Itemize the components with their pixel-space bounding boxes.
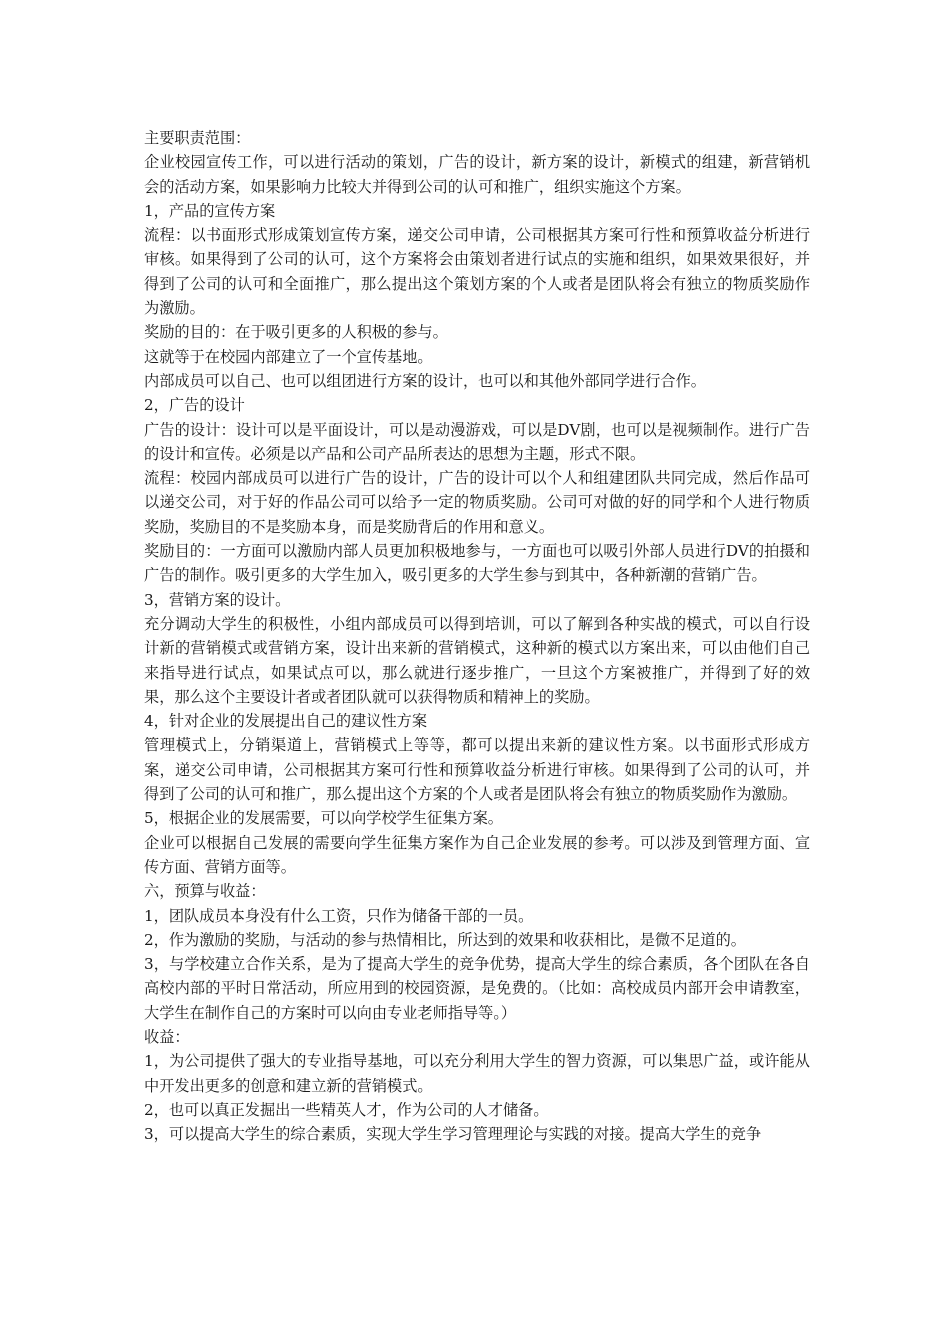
paragraph-team-cooperation: 内部成员可以自己、也可以组团进行方案的设计，也可以和其他外部同学进行合作。 bbox=[144, 371, 706, 390]
paragraph-benefit-1: 1，为公司提供了强大的专业指导基地，可以充分利用大学生的智力资源，可以集思广益，或许能从中开发出更多的创意和建立新的营销模式。 bbox=[144, 1052, 810, 1095]
item-heading-ad-design: 2，广告的设计 bbox=[144, 396, 245, 415]
section-heading-responsibilities: 主要职责范围： bbox=[144, 129, 251, 147]
paragraph-product-process: 流程：以书面形式形成策划宣传方案，递交公司申请，公司根据其方案可行性和预算收益分析进行审核。如果得到了公司的认可，这个方案将会由策划者进行试点的实施和组织，如果效果很好，并得到了公司的认可和全面推广，那么提出这个策划方案的个人或者是团队将会有独立的物质奖励作为激励。 bbox=[144, 226, 810, 318]
section-heading-benefits: 收益： bbox=[144, 1027, 190, 1046]
paragraph-campus-base: 这就等于在校园内部建立了一个宣传基地。 bbox=[144, 347, 433, 366]
paragraph-reward-purpose: 奖励的目的：在于吸引更多的人积极的参与。 bbox=[144, 323, 448, 342]
paragraph-solicit-plans: 企业可以根据自己发展的需要向学生征集方案作为自己企业发展的参考。可以涉及到管理方面、宣传方面、营销方面等。 bbox=[144, 833, 810, 876]
document-body bbox=[144, 126, 810, 1146]
paragraph-suggestions: 管理模式上，分销渠道上，营销模式上等等，都可以提出来新的建议性方案。以书面形式形成方案，递交公司申请，公司根据其方案可行性和预算收益分析进行审核。如果得到了公司的认可，并得到了公司的认可和推广，那么提出这个方案的个人或者是团队将会有独立的物质奖励作为激励。 bbox=[144, 736, 810, 804]
section-heading-budget: 六，预算与收益： bbox=[144, 882, 266, 901]
paragraph-ad-process: 流程：校园内部成员可以进行广告的设计，广告的设计可以个人和组建团队共同完成，然后作品可以递交公司，对于好的作品公司可以给予一定的物质奖励。公司可对做的好的同学和个人进行物质奖励，奖励目的不是奖励本身，而是奖励背后的作用和意义。 bbox=[144, 469, 810, 536]
item-heading-solicit-plans: 5，根据企业的发展需要，可以向学校学生征集方案。 bbox=[144, 809, 503, 828]
paragraph-intro: 企业校园宣传工作，可以进行活动的策划，广告的设计，新方案的设计，新模式的组建，新营销机会的活动方案，如果影响力比较大并得到公司的认可和推广，组织实施这个方案。 bbox=[144, 153, 810, 196]
paragraph-ad-design: 广告的设计：设计可以是平面设计，可以是动漫游戏，可以是DV剧，也可以是视频制作。进行广告的设计和宣传。必须是以产品和公司产品所表达的思想为主题，形式不限。 bbox=[144, 420, 810, 463]
item-heading-marketing-plan: 3，营销方案的设计。 bbox=[144, 590, 291, 609]
paragraph-benefit-3: 3，可以提高大学生的综合素质，实现大学生学习管理理论与实践的对接。提高大学生的竞争 bbox=[144, 1125, 762, 1144]
paragraph-budget-2: 2，作为激励的奖励，与活动的参与热情相比，所达到的效果和收获相比，是微不足道的。 bbox=[144, 930, 746, 949]
paragraph-budget-1: 1，团队成员本身没有什么工资，只作为储备干部的一员。 bbox=[144, 906, 534, 925]
paragraph-benefit-2: 2，也可以真正发掘出一些精英人才，作为公司的人才储备。 bbox=[144, 1100, 549, 1119]
paragraph-budget-3: 3，与学校建立合作关系，是为了提高大学生的竞争优势，提高大学生的综合素质，各个团队在各自高校内部的平时日常活动，所应用到的校园资源，是免费的。（比如：高校成员内部开会申请教室，大学生在制作自己的方案时可以向由专业老师指导等。） bbox=[144, 955, 810, 1022]
item-heading-product-promotion: 1，产品的宣传方案 bbox=[144, 201, 276, 220]
item-heading-suggestions: 4，针对企业的发展提出自己的建议性方案 bbox=[144, 712, 428, 731]
paragraph-ad-reward: 奖励目的：一方面可以激励内部人员更加积极地参与，一方面也可以吸引外部人员进行DV的拍摄和广告的制作。吸引更多的大学生加入，吸引更多的大学生参与到其中，各种新潮的营销广告。 bbox=[144, 542, 810, 585]
paragraph-marketing-plan: 充分调动大学生的积极性，小组内部成员可以得到培训，可以了解到各种实战的模式，可以自行设计新的营销模式或营销方案，设计出来新的营销模式，这种新的模式以方案出来，可以由他们自己来指导进行试点，如果试点可以，那么就进行逐步推广，一旦这个方案被推广，并得到了好的效果，那么这个主要设计者或者团队就可以获得物质和精神上的奖励。 bbox=[144, 614, 810, 706]
